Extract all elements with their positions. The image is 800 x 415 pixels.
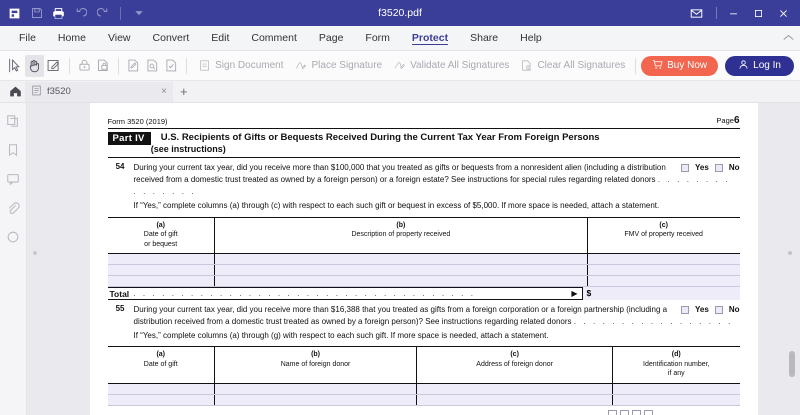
table-55-col-d-letter: (d) [671,351,681,359]
sign-document-button[interactable] [192,59,288,73]
table-cell[interactable] [613,395,739,405]
question-54 [108,162,740,212]
table-cell[interactable] [108,276,215,286]
ribbon-divider [69,58,70,74]
table-55-col-c-title: Address of foreign donor [476,360,553,368]
page-indicator [716,115,739,126]
clear-signature-icon [519,59,533,73]
table-55-col-d [613,347,739,382]
table-cell[interactable] [108,395,215,405]
question-55-yes-label: Yes [695,305,709,315]
question-55-note: If “Yes,” complete columns (a) through (g) with respect to each such gift. If more space is needed, attach a statement. [133,331,549,341]
table-row[interactable] [108,395,740,406]
customize-caret-icon[interactable] [130,5,147,22]
table-54-col-b [215,218,588,253]
document-tab-bar [0,81,800,103]
cart-icon [652,59,663,73]
apply-redaction-icon[interactable] [162,55,181,77]
table-row[interactable] [108,384,740,395]
buy-now-button[interactable] [641,56,718,76]
table-54-col-b-title: Description of property received [351,231,451,239]
table-54 [108,217,740,300]
question-55-body [134,304,740,342]
table-cell[interactable] [215,265,588,275]
menu-home[interactable]: Home [57,31,86,44]
part-subtitle: (see instructions) [150,143,226,154]
hand-tool-icon[interactable] [25,55,44,77]
question-54-yes-label: Yes [695,162,709,172]
menu-form[interactable]: Form [365,31,390,44]
ribbon-divider-2 [118,58,119,74]
table-54-header-row [108,218,740,254]
table-cell[interactable] [108,254,215,264]
menu-edit[interactable]: Edit [211,31,230,44]
left-panel-toggle-dot[interactable] [33,251,37,255]
table-cell[interactable] [588,254,740,264]
print-icon[interactable] [50,5,67,22]
title-bar [0,0,800,26]
part-title: U.S. Recipients of Gifts or Bequests Received During the Current Tax Year From Foreign Persons [160,132,600,143]
close-button[interactable] [772,2,794,24]
table-cell[interactable] [215,395,417,405]
sign-document-icon [197,59,211,73]
attachments-icon[interactable] [5,200,21,216]
app-logo-icon [6,5,23,22]
scrollbar-thumb[interactable] [789,351,795,377]
table-55-col-b [215,347,417,382]
table-55-col-c [417,347,613,382]
form-header [108,115,740,126]
collapse-ribbon-icon[interactable] [783,33,794,43]
maximize-button[interactable] [747,2,769,24]
menu-bar [0,26,800,51]
validate-signature-icon [392,59,406,73]
field-button[interactable] [608,410,617,415]
menu-protect[interactable]: Protect [401,26,459,51]
field-button[interactable] [644,410,653,415]
ribbon-divider-4 [635,58,636,74]
buy-now-label: Buy Now [667,60,708,71]
table-54-col-a [108,218,215,253]
redact-page-icon[interactable] [124,55,143,77]
window-control-divider [716,7,717,19]
menu-help[interactable]: Help [520,31,542,44]
table-row[interactable] [108,276,740,287]
stamps-icon[interactable] [5,229,21,245]
table-55-col-a-letter: (a) [156,351,165,359]
table-54-col-c-letter: (c) [659,221,668,229]
table-54-col-b-letter: (b) [396,221,406,229]
question-54-number: 54 [115,161,125,171]
place-signature-label: Place Signature [311,60,383,71]
left-sidebar-rail [0,103,27,415]
ribbon-divider-3 [186,58,187,74]
pdf-file-icon [31,85,42,99]
table-cell[interactable] [215,384,417,394]
part-rule [108,157,740,158]
table-54-total-label: Total [109,288,130,299]
bookmarks-icon[interactable] [5,142,21,158]
table-55-col-c-letter: (c) [510,351,519,359]
remove-security-icon[interactable] [94,55,113,77]
window-controls [685,2,794,24]
new-tab-button[interactable]: + [180,84,188,99]
question-54-yes-checkbox[interactable] [681,164,689,172]
undo-icon[interactable] [72,5,89,22]
place-signature-button[interactable] [289,59,388,73]
minimize-button[interactable] [722,2,744,24]
table-54-col-c [588,218,740,253]
save-icon[interactable] [28,5,45,22]
table-55 [108,346,740,405]
table-cell[interactable] [588,276,740,286]
canvas-left-gutter [27,103,69,415]
table-54-col-a-letter: (a) [156,221,165,229]
log-in-label: Log In [753,60,781,71]
field-button[interactable] [620,410,629,415]
part-heading [108,132,740,154]
question-55-text: During your current tax year, did you receive more than $16,388 that you treated as gifts from a foreign corporation or a foreign partnership (including a distribution received from a domestic trust treated as owned by a foreign person)? See instructions regarding related donors [133,305,668,327]
user-icon [738,59,749,73]
table-cell[interactable] [417,384,613,394]
quick-access-toolbar [6,5,147,22]
table-cell[interactable] [215,276,588,286]
table-cell[interactable] [417,395,613,405]
table-55-col-a [108,347,215,382]
table-cell[interactable] [613,384,739,394]
close-tab-icon[interactable]: × [161,86,167,97]
question-54-text: During your current tax year, did you receive more than $100,000 that you treated as gifts or bequests from a nonresident alien (including a distribution received from a domestic trust treated as owned by a foreign person) or a foreign estate? See instructions for special rules regarding related donors [133,162,666,184]
form-field-buttons [608,410,653,415]
thumbnails-icon[interactable] [5,113,21,129]
question-55-dots: . . . . . . . . . . . . . . . . . [573,317,733,327]
question-55-yes-checkbox[interactable] [681,306,689,314]
table-row[interactable] [108,254,740,265]
protect-ribbon-toolbar [0,51,800,81]
page-number: 6 [733,115,740,126]
table-54-col-c-title: FMV of property received [624,231,703,239]
table-54-total-dots: . . . . . . . . . . . . . . . . . . . . . . . . . . . . . . . . . . . . [133,289,476,299]
menu-convert[interactable]: Convert [152,31,190,44]
menu-file[interactable]: File [19,31,36,44]
edit-tool-icon[interactable] [44,55,63,77]
place-signature-icon [294,59,308,73]
table-54-col-a-title: Date of gift or bequest [143,231,178,248]
validate-all-signatures-label: Validate All Signatures [410,60,510,71]
part-badge: Part IV [108,132,151,145]
menu-comment[interactable]: Comment [251,31,297,44]
table-cell[interactable] [108,384,215,394]
question-55-no-label: No [728,305,740,315]
table-54-total-arrow: ▶ [571,289,578,299]
canvas-right-gutter [778,103,800,415]
table-cell[interactable] [108,265,215,275]
menu-view[interactable]: View [107,31,131,44]
table-55-col-b-letter: (b) [311,351,321,359]
question-54-yesno [681,162,739,174]
table-55-col-b-title: Name of foreign donor [280,360,351,368]
validate-all-signatures-button[interactable] [387,59,514,73]
table-55-header-row [108,347,740,383]
vertical-scrollbar[interactable] [789,103,795,415]
document-tab-f3520[interactable] [25,82,173,102]
pdf-page [90,103,758,415]
question-54-dots: . . . . . . . . . . . . . . . [133,174,731,196]
table-55-col-a-title: Date of gift [143,360,178,368]
page-label: Page [716,116,734,125]
search-redact-icon[interactable] [143,55,162,77]
form-number: Form 3520 (2019) [107,117,168,126]
question-54-no-checkbox[interactable] [715,164,723,172]
toolbar-divider [120,7,121,20]
comments-icon[interactable] [5,171,21,187]
menu-page[interactable]: Page [318,31,344,44]
clear-all-signatures-button[interactable] [514,59,630,73]
window-title: f3520.pdf [378,7,422,19]
table-cell[interactable] [215,254,588,264]
question-54-no-label: No [728,162,740,172]
table-cell[interactable] [588,265,740,275]
menu-share[interactable]: Share [470,31,499,44]
pdf-canvas [69,103,778,415]
table-row[interactable] [108,265,740,276]
table-54-total-row [108,287,740,300]
question-54-note: If “Yes,” complete columns (a) through (c) with respect to each such gift or bequest in excess of $5,000. If more space is needed, attach a statement. [133,200,660,210]
document-tab-label: f3520 [47,86,71,97]
question-55-number: 55 [115,304,125,314]
sign-document-label: Sign Document [215,60,284,71]
select-tool-icon[interactable] [6,55,25,77]
work-area [0,103,800,415]
redo-icon[interactable] [94,5,111,22]
header-rule [108,128,740,129]
password-protect-icon[interactable] [74,55,93,77]
question-55-yesno [681,304,739,316]
question-54-body [134,162,740,212]
home-icon[interactable] [5,82,25,102]
mail-icon[interactable] [685,2,707,24]
question-55 [108,304,740,342]
question-55-no-checkbox[interactable] [715,306,723,314]
table-54-total-field[interactable]: $ [582,287,740,300]
table-55-col-d-title: Identification number, if any [643,360,710,378]
part-heading-text [151,132,600,154]
field-button[interactable] [632,410,641,415]
clear-all-signatures-label: Clear All Signatures [537,60,626,71]
log-in-button[interactable] [725,56,794,76]
